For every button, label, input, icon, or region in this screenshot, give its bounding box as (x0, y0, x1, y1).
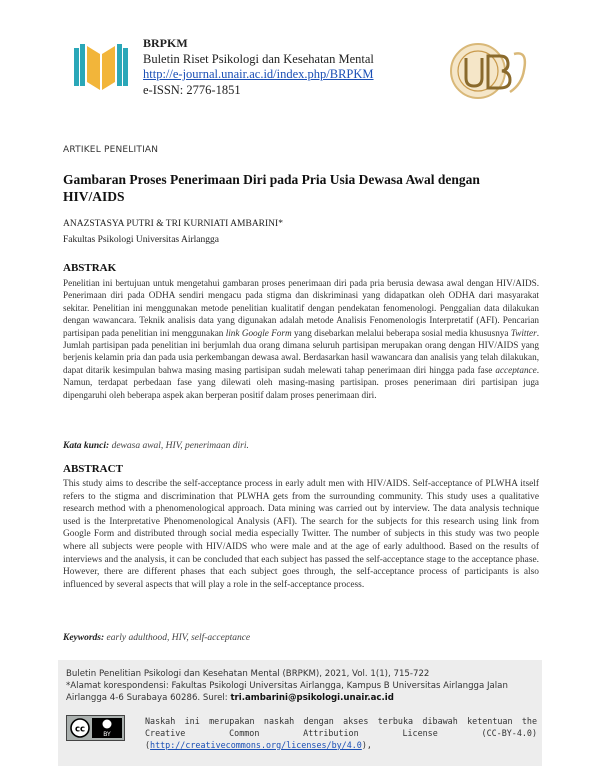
cc-icon (67, 716, 124, 740)
kata-kunci-label: Kata kunci: (63, 441, 110, 451)
journal-abbreviation: BRPKM (143, 36, 188, 50)
keywords-values: early adulthood, HIV, self-acceptance (106, 633, 251, 643)
correspondence-email[interactable]: tri.ambarini@psikologi.unair.ac.id (230, 693, 394, 704)
abstrak-heading: ABSTRAK (63, 262, 117, 274)
abstrak-text-1: Penelitian ini bertujuan untuk mengetahui gambaran proses penerimaan diri pada pria berusia dewasa awal dengan HIV/AIDS. Penerimaan diri pada ODHA sendiri mengacu pada stigma dan diskriminasi yang didapatkan oleh ODHA dari masyarakat sekitar. Penelitian ini menggunakan metode penelitian kualitatif dengan pendekatan fenomenologi. Penggalian data dilakukan dengan wawancara. Teknik analisis data yang digunakan adalah metode Analisis Fenomenologis Interpretatif (AFI). Pencarian partisipan pada penelitian ini menggunakan (63, 278, 539, 338)
university-logo (444, 40, 532, 102)
license-notice (145, 716, 537, 751)
paper-title-line-1: Gambaran Proses Penerimaan Diri pada Pria Usia Dewasa Awal dengan (63, 172, 480, 187)
abstrak-acceptance: acceptance (495, 364, 537, 375)
abstrak-link-google-form: link Google Form (225, 327, 292, 338)
abstrak-twitter: Twitter (510, 327, 537, 338)
abstrak-body (63, 277, 539, 401)
article-type-label: ARTIKEL PENELITIAN (63, 145, 159, 155)
license-link[interactable]: http://creativecommons.org/licenses/by/4.0 (150, 739, 362, 750)
abstrak-text-2: yang disebarkan melalui beberapa sosial media khususnya (291, 327, 511, 338)
journal-header (143, 36, 374, 98)
abstrak-text-4: . Namun, terdapat perbedaan fase yang dilewati oleh masing-masing partisipan. proses penerimaan diri partisipan juga dipengaruhi oleh beberapa aspek akan berperan positif dalam proses penerimaan diri. (63, 364, 539, 400)
license-tail: ), (361, 739, 372, 750)
affiliation: Fakultas Psikologi Universitas Airlangga (63, 235, 219, 245)
abstract-body: This study aims to describe the self-acceptance process in early adult men with HIV/AIDS. Self-acceptance of PLWHA itself refers to the stigma and discrimination that PLWHA gets from the surrounding community. This study uses a qualitative research method with a phenomenological approach. Data mining was carried out by interview. The data analysis technique used is the Interpretative Phenomenological Analysis (AFI). The search for the subjects for this research using link from Google Form and distributed through social media especially Twitter. The number of subjects in this study was two people where all subjects were people with HIV/AIDS who were male and at the age of early adulthood. Based on the results of interviews and the analysis, it can be concluded that each subject has passed the self-acceptance stage to the acceptance phase. However, there are different phases that each subject goes through, the self-acceptance process of participants is also influenced by several aspects that will play a role in the self-acceptance process. (63, 479, 539, 590)
journal-logo-left (70, 40, 132, 96)
citation: Buletin Penelitian Psikologi dan Kesehatan Mental (BRPKM), 2021, Vol. 1(1), 715-722 (66, 669, 430, 679)
abstract-heading: ABSTRACT (63, 463, 123, 475)
keywords-label: Keywords: (63, 633, 105, 643)
cc-by-label: BY (103, 731, 111, 738)
journal-name: Buletin Riset Psikologi dan Kesehatan Mental (143, 51, 374, 66)
paper-title (63, 171, 543, 205)
abstrak-text-3: . Jumlah partisipan pada penelitian ini berjumlah dua orang dimana seluruh partisipan merupakan orang dengan HIV/AIDS yang berjenis kelamin pria dan pada usia perkembangan dewasa awal. Berdasarkan hasil wawancara dan analisis yang telah dilakukan, dapat ditarik kesimpulan bahwa masing masing partisipan sudah melewati tahap penerimaan diri hingga pada fase (63, 327, 539, 375)
paper-title-line-2: HIV/AIDS (63, 189, 125, 204)
correspondence-address: *Alamat korespondensi: Fakultas Psikologi Universitas Airlangga, Kampus B Universitas Airlangga Jalan Airlangga 4-6 Surabaya 60286. Surel: (66, 681, 508, 704)
footer-info (66, 668, 536, 705)
cc-by-badge[interactable] (66, 715, 125, 741)
open-book-icon (70, 40, 132, 96)
kata-kunci-values: dewasa awal, HIV, penerimaan diri. (111, 441, 249, 451)
journal-url-link[interactable]: http://e-journal.unair.ac.id/index.php/BRPKM (143, 67, 374, 81)
license-text: Naskah ini merupakan naskah dengan akses terbuka dibawah ketentuan the Creative Common Attribution License (CC-BY-4.0) ( (145, 716, 537, 750)
svg-text:cc: cc (74, 724, 86, 735)
keywords (63, 633, 250, 643)
authors: ANAZSTASYA PUTRI & TRI KURNIATI AMBARINI* (63, 219, 283, 229)
kata-kunci (63, 441, 249, 451)
journal-issn: e-ISSN: 2776-1851 (143, 82, 241, 97)
university-crest-logo (444, 40, 532, 102)
correspondence (66, 680, 536, 704)
